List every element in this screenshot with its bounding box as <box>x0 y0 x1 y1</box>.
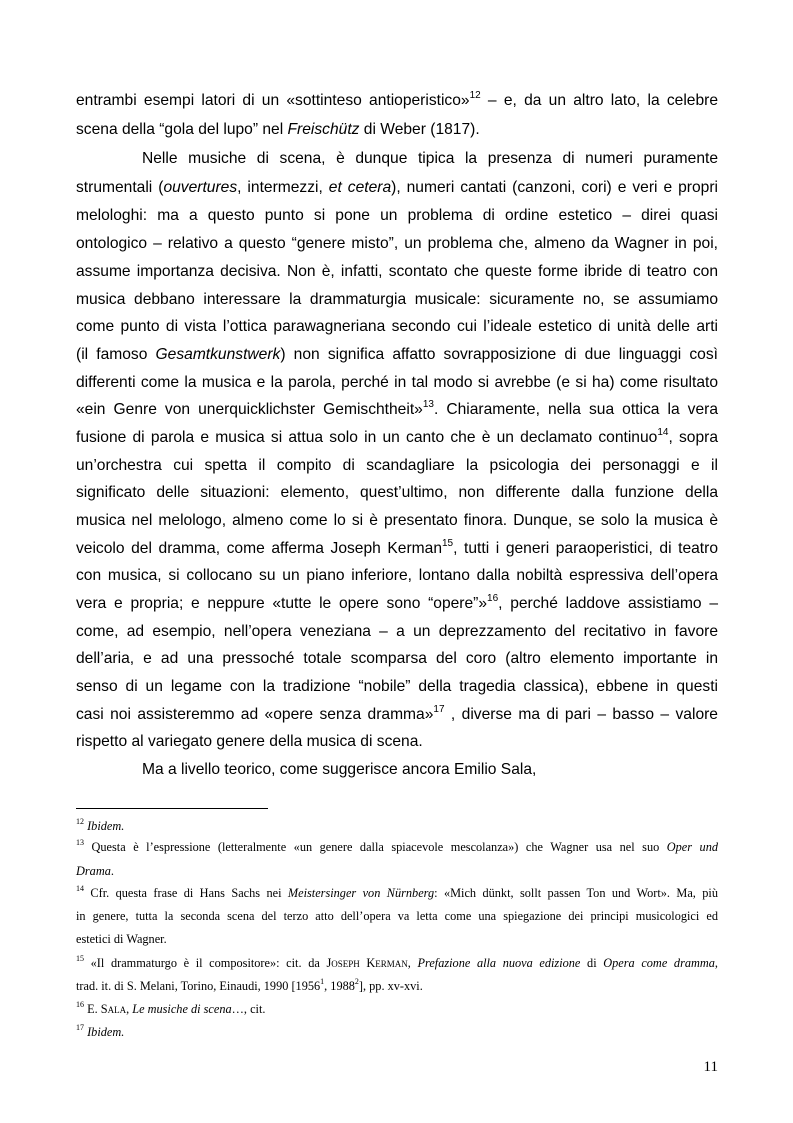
text-line: significato delle situazioni: elemento, quest’ultimo, non differente dalla funzione della <box>76 484 718 501</box>
footnote-ref-14[interactable]: 14 <box>657 426 669 438</box>
text-line: veicolo del dramma, come afferma Joseph Kerman$^{15}$, tutti i generi paraoperistici, di teatro <box>76 537 719 557</box>
text-line: fusione di parola e musica si attua solo in un canto che è un declamato continuo$^{14}$, sopra <box>76 426 718 446</box>
text-line: «ein Genre von unerquicklichster Gemischtheit»$^{13}$. Chiaramente, nella sua ottica la vera <box>76 398 718 418</box>
text-line: assume importanza decisiva. Non è, infatti, scontato che queste forme ibride di teatro con <box>76 263 718 280</box>
text-line: senso di un legame con la tradizione “nobile” della tragedia classica), ebbene in questi <box>76 678 718 695</box>
footnote-ref-15[interactable]: 15 <box>442 537 454 549</box>
text-line: vera e propria; e neppure «tutte le opere sono “opere”»$^{16}$, perché laddove assistiamo – <box>76 592 718 612</box>
text-line: come punto di vista l’ottica parawagneriana secondo cui l’ideale estetico di unità delle arti <box>76 318 718 335</box>
footnote-16: $^{16}$ E. Sala, Le musiche di scena…, cit. <box>76 999 266 1016</box>
footnote-15-cont: trad. it. di S. Melani, Torino, Einaudi, 1990 [1956$^1$, 1988$^2$], pp. xv-xvi. <box>76 976 423 993</box>
text-line: musica nel melologo, almeno come lo si è presentato finora. Dunque, se solo la musica è <box>76 512 718 529</box>
footnote-ref-13[interactable]: 13 <box>422 398 434 410</box>
text-line: dell’aria, e ad una pressoché totale scomparsa del coro (altro elemento importante in <box>76 650 718 667</box>
page-number: 11 <box>703 1059 718 1075</box>
text-line: come, ad esempio, nell’opera veneziana – a un deprezzamento del recitativo in favore <box>76 623 718 640</box>
footnote-ref-17[interactable]: 17 <box>433 703 445 715</box>
footnote-13: $^{13}$ Questa è l’espressione (letteralmente «un genere dalla spiacevole mescolanza») che Wagner usa nel suo Oper und <box>76 837 719 854</box>
footnote-13-cont: Drama. <box>76 864 114 878</box>
footnote-17: $^{17}$ Ibidem. <box>76 1022 125 1039</box>
footnote-15: $^{15}$ «Il drammaturgo è il compositore»: cit. da Joseph Kerman, Prefazione alla nuova edizione di Opera come dramma, <box>76 953 718 970</box>
text-line: strumentali (ouvertures, intermezzi, et cetera), numeri cantati (canzoni, cori) e veri e propri <box>76 179 718 196</box>
footnote-separator <box>76 808 268 809</box>
text-line: differenti come la musica e la parola, perché in tal modo si avrebbe (e si ha) come risultato <box>76 374 718 391</box>
text-line: rispetto al variegato genere della musica di scena. <box>76 733 423 750</box>
footnote-14: $^{14}$ Cfr. questa frase di Hans Sachs nei Meistersinger von Nürnberg: «Mich dünkt, sollt passen Ton und Wort». Ma, più <box>76 883 718 900</box>
text-line: musica debbano interessare la drammaturgia musicale: sicuramente no, se assumiamo <box>76 291 718 308</box>
text-line: (il famoso Gesamtkunstwerk) non significa affatto sovrapposizione di due linguaggi così <box>76 346 718 363</box>
footnote-ref-12[interactable]: 12 <box>469 89 481 101</box>
footnote-12: $^{12}$ Ibidem. <box>76 816 125 833</box>
footnote-ref-16[interactable]: 16 <box>487 592 499 604</box>
paragraph-start: Nelle musiche di scena, è dunque tipica la presenza di numeri puramente <box>142 150 718 167</box>
text-line: entrambi esempi latori di un «sottinteso antioperistico»$^{12}$ – e, da un altro lato, la celebre <box>76 89 718 109</box>
footnote-14-cont: estetici di Wagner. <box>76 932 167 946</box>
text-line: scena della “gola del lupo” nel Freischütz di Weber (1817). <box>76 121 480 138</box>
text-line: ontologico – relativo a questo “genere misto”, un problema che, almeno da Wagner in poi, <box>76 235 718 252</box>
footnote-14-cont: in genere, tutta la seconda scena del terzo atto dell’opera va letta come una spiegazione dei principi musicologici ed <box>76 909 718 923</box>
text-line: casi noi assisteremmo ad «opere senza dramma»$^{17}$ , diverse ma di pari – basso – valore <box>76 703 718 723</box>
text-line: melologhi: ma a questo punto si pone un problema di ordine estetico – direi quasi <box>76 207 718 224</box>
paragraph-start: Ma a livello teorico, come suggerisce ancora Emilio Sala, <box>142 761 537 778</box>
text-line: un’orchestra cui spetta il compito di scandagliare la psicologia dei personaggi e il <box>76 457 718 474</box>
text-line: con musica, si collocano su un piano inferiore, lontano dalla nobiltà espressiva dell’opera <box>76 567 718 584</box>
